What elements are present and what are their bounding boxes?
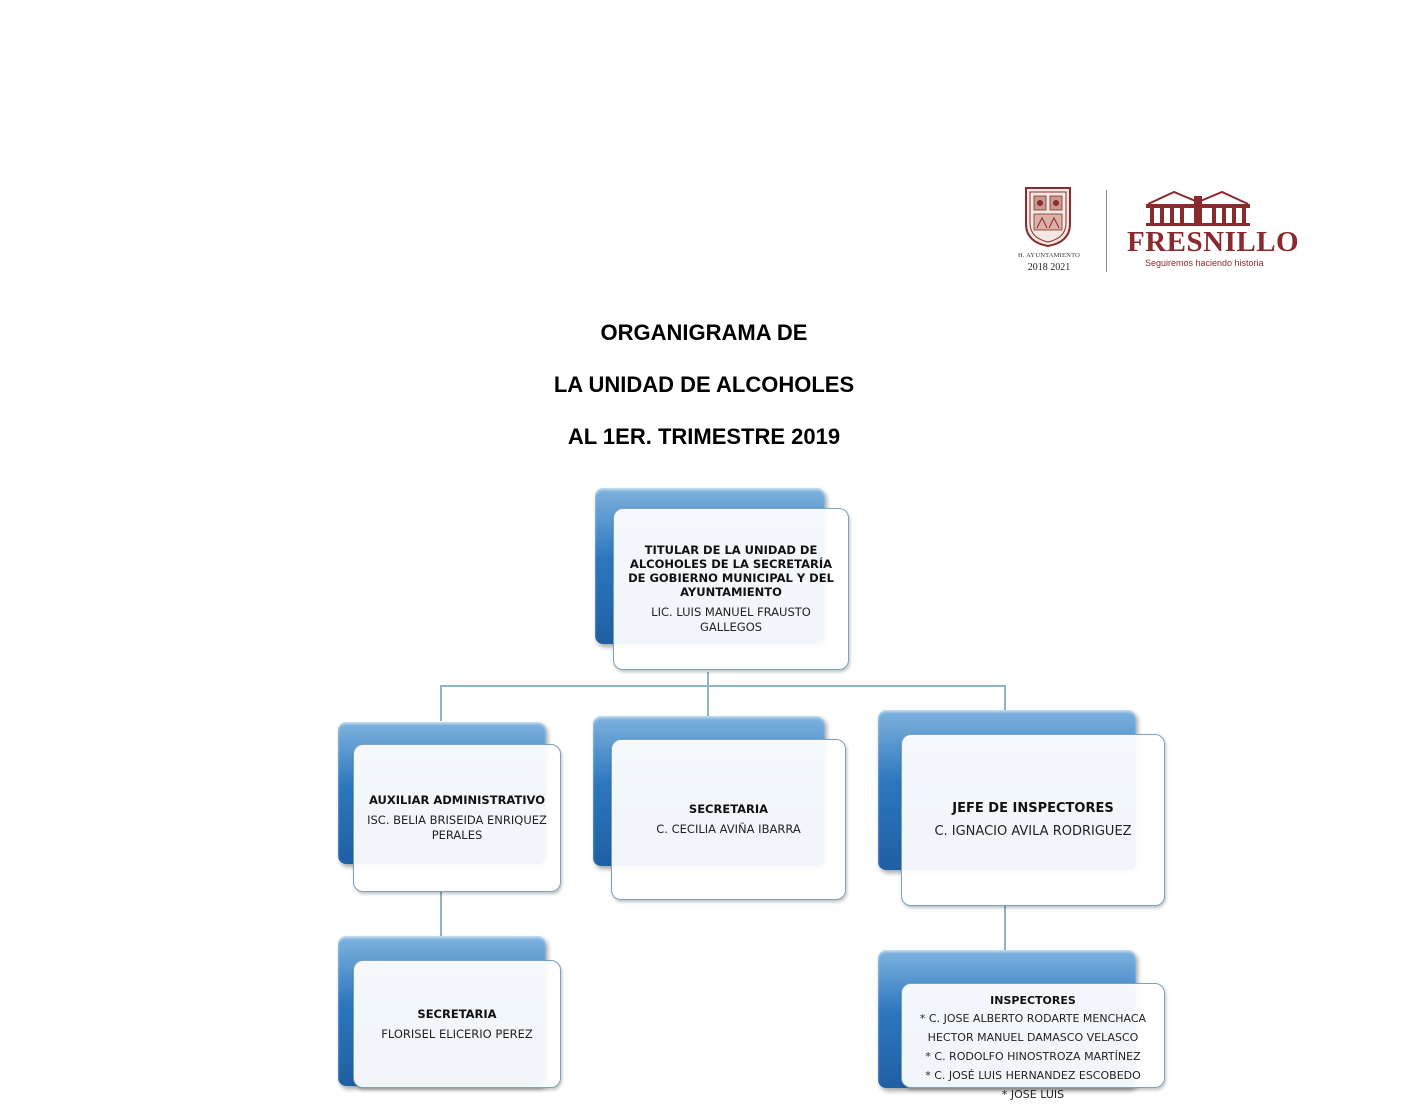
page-title-line2: LA UNIDAD DE ALCOHOLES xyxy=(553,372,855,397)
node-inspectores-card xyxy=(901,983,1165,1101)
node-secretaria-role: SECRETARIA xyxy=(688,802,769,816)
node-auxiliar-card xyxy=(353,744,561,892)
connector-left-drop xyxy=(440,685,442,721)
connector-top-vertical xyxy=(707,672,709,686)
logo-divider xyxy=(1106,190,1107,272)
inspector-list-item: HECTOR MANUEL DAMASCO VELASCO xyxy=(927,1031,1139,1044)
node-titular-role: TITULAR DE LA UNIDAD DE ALCOHOLES DE LA SECRETARÍA DE GOBIERNO MUNICIPAL Y DEL AYUNTAMIENTO xyxy=(628,543,834,599)
node-titular-card xyxy=(613,508,849,670)
connector-horizontal xyxy=(440,685,1006,687)
node-jefe-role: JEFE DE INSPECTORES xyxy=(952,800,1114,816)
node-auxiliar-name: ISC. BELIA BRISEIDA ENRIQUEZ PERALES xyxy=(367,813,547,842)
municipal-seal-icon xyxy=(1020,184,1076,248)
page-title-line3: AL 1ER. TRIMESTRE 2019 xyxy=(567,424,841,449)
node-jefe-name: C. IGNACIO AVILA RODRIGUEZ xyxy=(934,823,1132,839)
node-secretaria2-card xyxy=(353,960,561,1088)
node-secretaria-name: C. CECILIA AVIÑA IBARRA xyxy=(656,822,801,836)
inspector-list-item: * C. RODOLFO HINOSTROZA MARTÍNEZ xyxy=(925,1050,1141,1063)
connector-left-lower xyxy=(440,890,442,936)
header-logos xyxy=(1014,182,1300,278)
node-inspectores-role: INSPECTORES xyxy=(990,994,1076,1007)
connector-center-drop xyxy=(707,685,709,717)
page-title-line1: ORGANIGRAMA DE xyxy=(600,320,808,345)
seal-caption: H. AYUNTAMIENTO xyxy=(1017,252,1081,259)
inspector-list-item: * C. JOSE ALBERTO RODARTE MENCHACA xyxy=(919,1012,1147,1025)
building-logo-icon xyxy=(1144,188,1252,226)
node-secretaria-card xyxy=(611,739,846,900)
node-titular-name: LIC. LUIS MANUEL FRAUSTO GALLEGOS xyxy=(651,605,811,634)
inspector-list-item: * C. JOSÉ LUIS HERNANDEZ ESCOBEDO xyxy=(925,1069,1141,1082)
connector-right-lower xyxy=(1004,906,1006,952)
brand-name: FRESNILLO xyxy=(1127,226,1300,258)
seal-years: 2018 2021 xyxy=(1027,262,1071,273)
node-auxiliar-role: AUXILIAR ADMINISTRATIVO xyxy=(368,793,546,807)
brand-tagline: Seguiremos haciendo historia xyxy=(1145,258,1264,268)
node-jefe-card xyxy=(901,734,1165,906)
inspector-list-item: * JOSE LUIS xyxy=(1001,1088,1065,1101)
node-secretaria2-role: SECRETARIA xyxy=(417,1006,497,1021)
node-secretaria2-name: FLORISEL ELICERIO PEREZ xyxy=(381,1026,533,1041)
